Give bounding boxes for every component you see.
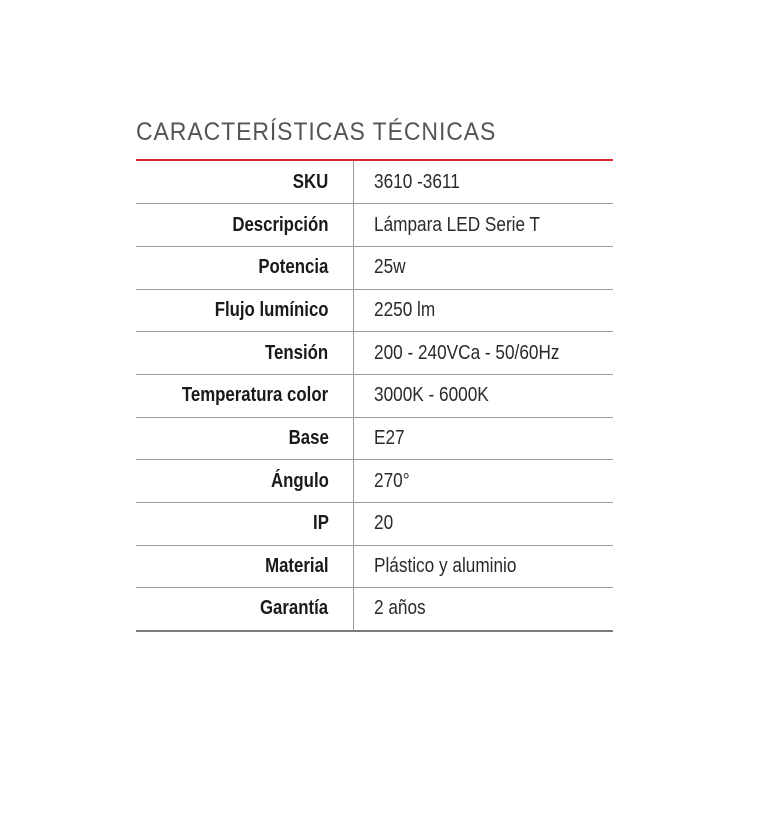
spec-row-tension	[136, 332, 613, 375]
spec-label: Descripción	[136, 204, 353, 247]
spec-value: 2250 lm	[353, 289, 613, 332]
spec-label: Ángulo	[136, 460, 353, 503]
spec-label: Potencia	[136, 246, 353, 289]
spec-row-sku	[136, 161, 613, 204]
spec-label: Garantía	[136, 588, 353, 631]
spec-value: E27	[353, 417, 613, 460]
spec-label: Base	[136, 417, 353, 460]
specs-table	[136, 161, 613, 632]
spec-value: 200 - 240VCa - 50/60Hz	[353, 332, 613, 375]
spec-value: Plástico y aluminio	[353, 545, 613, 588]
spec-value: Lámpara LED Serie T	[353, 204, 613, 247]
spec-row-potencia	[136, 246, 613, 289]
spec-label: Tensión	[136, 332, 353, 375]
spec-value: 25w	[353, 246, 613, 289]
spec-label: SKU	[136, 161, 353, 204]
spec-row-angulo	[136, 460, 613, 503]
spec-value: 3000K - 6000K	[353, 374, 613, 417]
spec-row-base	[136, 417, 613, 460]
spec-row-ip	[136, 503, 613, 546]
spec-value: 3610 -3611	[353, 161, 613, 204]
spec-label: Flujo lumínico	[136, 289, 353, 332]
spec-row-temperatura-color	[136, 374, 613, 417]
spec-value: 20	[353, 503, 613, 546]
spec-row-garantia	[136, 588, 613, 631]
spec-row-descripcion	[136, 204, 613, 247]
spec-value: 2 años	[353, 588, 613, 631]
section-title: CARACTERÍSTICAS TÉCNICAS	[136, 118, 497, 146]
spec-label: Material	[136, 545, 353, 588]
spec-value: 270°	[353, 460, 613, 503]
spec-row-flujo-luminico	[136, 289, 613, 332]
spec-label: Temperatura color	[136, 374, 353, 417]
spec-label: IP	[136, 503, 353, 546]
spec-row-material	[136, 545, 613, 588]
spec-sheet	[136, 112, 613, 632]
